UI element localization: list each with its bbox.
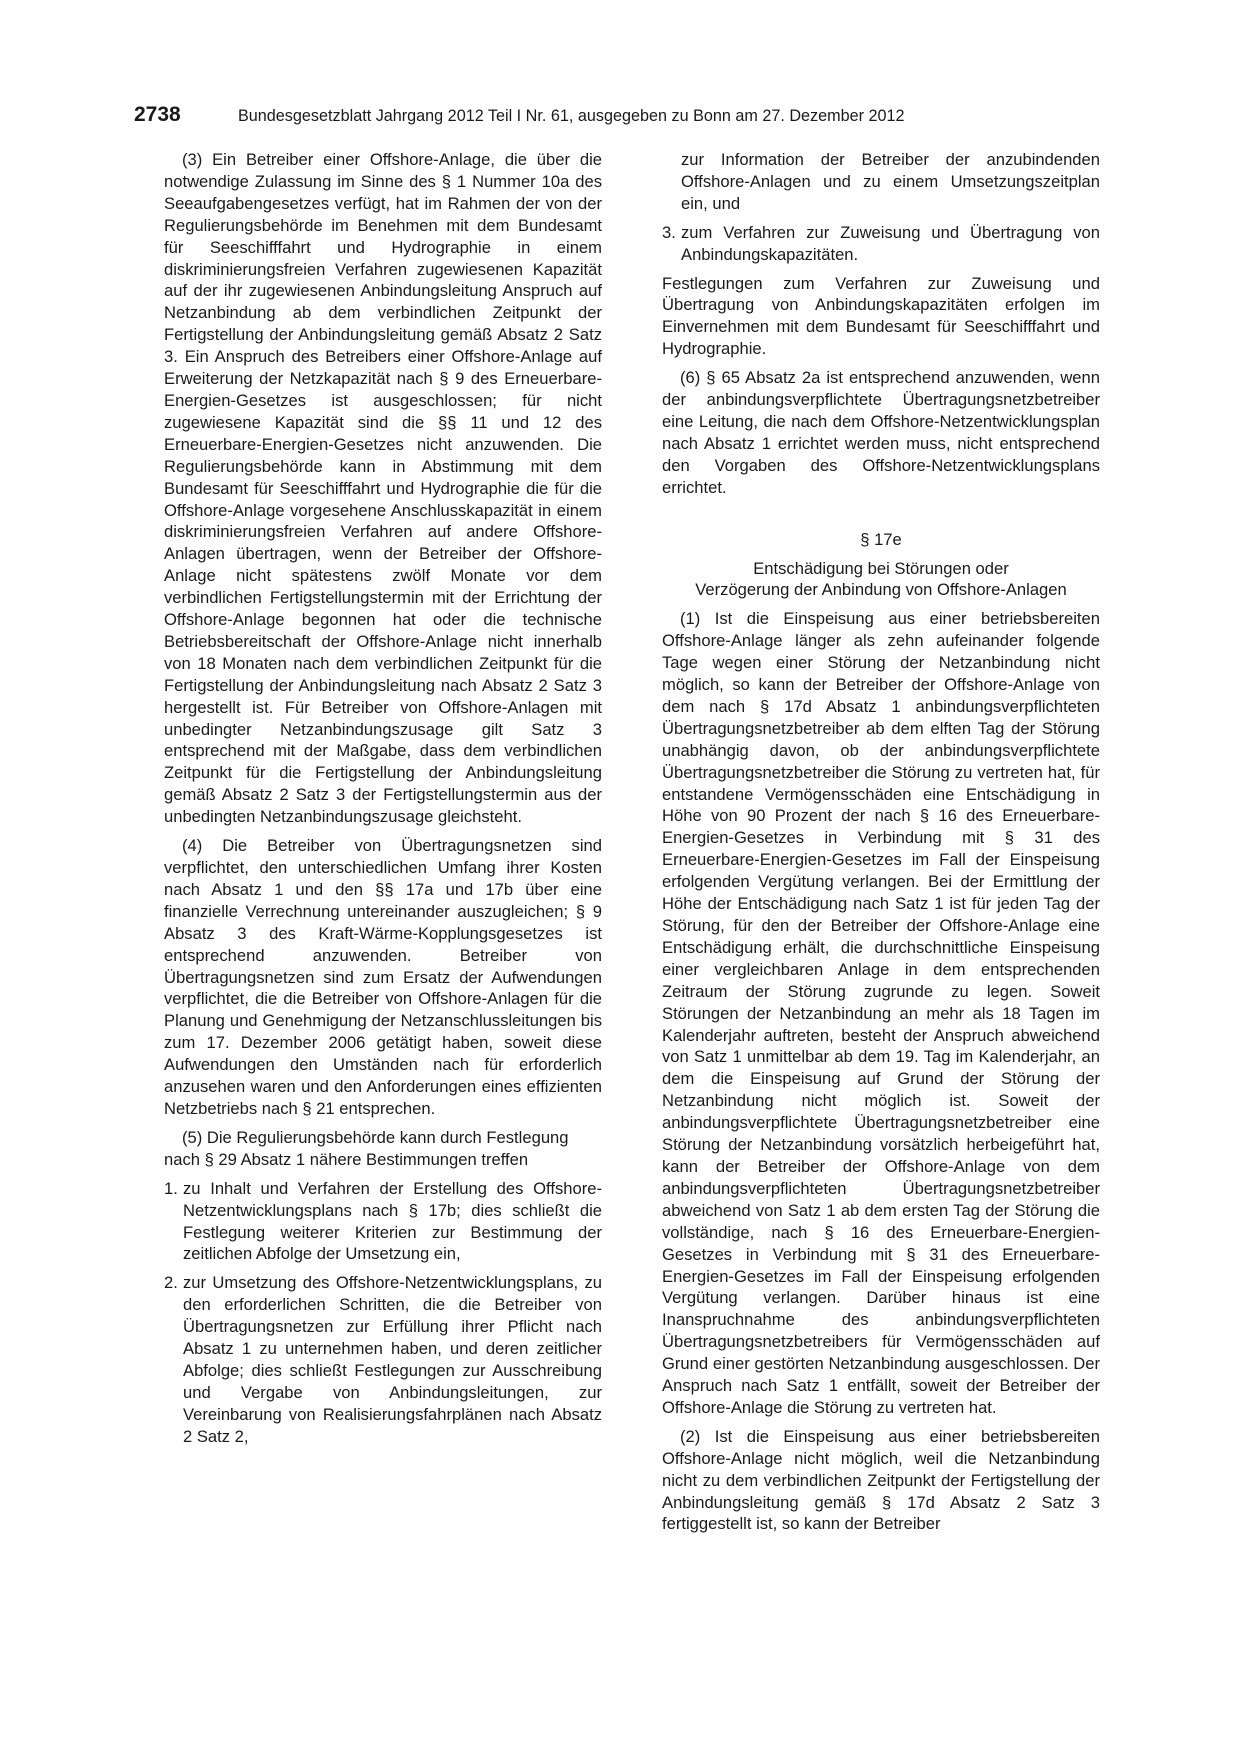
running-header (134, 103, 1106, 129)
page-number: 2738 (134, 103, 181, 126)
paragraph-17d-6: (6) § 65 Absatz 2a ist entsprechend anzuwenden, wenn der anbindungsverpflichtete Übertragungsnetzbetreiber eine Leitung, die nach dem Offshore-Netzentwicklungsplan nach Absatz 1 errichtet werden muss, nicht entsprechend den Vorgaben des Offshore-Netzentwicklungsplans errichtet. (662, 368, 1100, 497)
list-number: 2. (164, 1273, 178, 1293)
paragraph-17d-4: (4) Die Betreiber von Übertragungsnetzen sind verpflichtet, den unterschiedlichen Umfang ihrer Kosten nach Absatz 1 und den §§ 17a und 17b über eine finanzielle Verrechnung untereinander auszugleichen; § 9 Absatz 3 des Kraft-Wärme-Kopplungsgesetzes ist entsprechend anzuwenden. Betreiber von Übertragungsnetzen sind zum Ersatz der Aufwendungen verpflichtet, die die Betreiber von Offshore-Anlagen für die Planung und Genehmigung der Netzanschlussleitungen bis zum 17. Dezember 2006 getätigt haben, soweit diese Aufwendungen den Umständen nach für erforderlich anzusehen waren und den Anforderungen eines effizienten Netzbetriebs nach § 21 entsprechen. (164, 836, 602, 1118)
section-title-line-2: Verzögerung der Anbindung von Offshore-Anlagen (695, 580, 1067, 600)
left-column (164, 149, 602, 1448)
list-text: zum Verfahren zur Zuweisung und Übertragung von Anbindungskapazitäten. (681, 222, 1100, 264)
paragraph-17e-1: (1) Ist die Einspeisung aus einer betriebsbereiten Offshore-Anlage länger als zehn aufeinander folgende Tage wegen einer Störung der Netzanbindung nicht möglich, so kann der Betreiber der Offshore-Anlage von dem nach § 17d Absatz 1 anbindungsverpflichteten Übertragungsnetzbetreiber ab dem elften Tag der Störung unabhängig davon, ob der anbindungsverpflichtete Übertragungsnetzbetreiber die Störung zu vertreten hat, für entstandene Vermögensschäden eine Entschädigung in Höhe von 90 Prozent der nach § 16 des Erneuerbare-Energien-Gesetzes in Verbindung mit § 31 des Erneuerbare-Energien-Gesetzes im Fall der Einspeisung erfolgenden Vergütung verlangen. Bei der Ermittlung der Höhe der Entschädigung nach Satz 1 ist für jeden Tag der Störung, für den der Betreiber der Offshore-Anlage eine Entschädigung erhält, die durchschnittliche Einspeisung einer vergleichbaren Anlage in dem entsprechenden Zeitraum der Störung zugrunde zu legen. Soweit Störungen der Netzanbindung an mehr als 18 Tagen im Kalenderjahr auftreten, besteht der Anspruch abweichend von Satz 1 unmittelbar ab dem 19. Tag im Kalenderjahr, an dem die Einspeisung auf Grund der Störung der Netzanbindung nicht möglich ist. Soweit der anbindungsverpflichtete Übertragungsnetzbetreiber eine Störung der Netzanbindung vorsätzlich herbeigeführt hat, kann der Betreiber der Offshore-Anlage von dem anbindungsverpflichteten Übertragungsnetzbetreiber abweichend von Satz 1 ab dem ersten Tag der Störung die vollständige, nach § 16 des Erneuerbare-Energien-Gesetzes in Verbindung mit § 31 des Erneuerbare-Energien-Gesetzes im Fall der Einspeisung erfolgenden Vergütung verlangen. Darüber hinaus ist eine Inanspruchnahme des anbindungsverpflichteten Übertragungsnetzbetreibers für Vermögensschäden auf Grund einer gestörten Netzanbindung ausgeschlossen. Der Anspruch nach Satz 1 entfällt, soweit der Betreiber der Offshore-Anlage die Störung zu vertreten hat. (662, 609, 1100, 1417)
list-item-1 (164, 1178, 602, 1266)
paragraph-17e-2: (2) Ist die Einspeisung aus einer betriebsbereiten Offshore-Anlage nicht möglich, weil die Netzanbindung nicht zu dem verbindlichen Zeitpunkt der Fertigstellung der Anbindungsleitung gemäß § 17d Absatz 2 Satz 3 fertiggestellt ist, so kann der Betreiber (662, 1426, 1100, 1534)
right-column (662, 149, 1100, 1535)
list-number: 3. (662, 222, 676, 242)
section-title-line-1: Entschädigung bei Störungen oder (753, 558, 1009, 578)
list-number: 1. (164, 1178, 178, 1198)
list-item-3 (662, 222, 1100, 266)
list-text: zu Inhalt und Verfahren der Erstellung des Offshore-Netzentwicklungsplans nach § 17b; dies schließt die Festlegung weiterer Kriterien zur Bestimmung der zeitlichen Abfolge der Umsetzung ein, (183, 1178, 602, 1264)
paragraph-17d-5-intro: (5) Die Regulierungsbehörde kann durch Festlegung nach § 29 Absatz 1 nähere Bestimmungen treffen (164, 1127, 569, 1169)
list-item-2 (164, 1272, 602, 1447)
paragraph-17d-3: (3) Ein Betreiber einer Offshore-Anlage, die über die notwendige Zulassung im Sinne des § 1 Nummer 10a des Seeaufgabengesetzes verfügt, hat im Rahmen der von der Regulierungsbehörde im Benehmen mit dem Bundesamt für Seeschifffahrt und Hydrographie in einem diskriminierungsfreien Verfahren zugewiesenen Kapazität auf der ihr zugewiesenen Anbindungsleitung Anspruch auf Netzanbindung ab dem verbindlichen Zeitpunkt der Fertigstellung der Anbindungsleitung gemäß Absatz 2 Satz 3. Ein Anspruch des Betreibers einer Offshore-Anlage auf Erweiterung der Netzkapazität nach § 9 des Erneuerbare-Energien-Gesetzes ist ausgeschlossen; für nicht zugewiesene Kapazität sind die §§ 11 und 12 des Erneuerbare-Energien-Gesetzes nicht anzuwenden. Die Regulierungsbehörde kann in Abstimmung mit dem Bundesamt für Seeschifffahrt und Hydrographie die für die Offshore-Anlage vorgesehene Anschlusskapazität in einem diskriminierungsfreien Verfahren auf andere Offshore-Anlagen übertragen, wenn der Betreiber der Offshore-Anlage nicht spätestens zwölf Monate vor dem verbindlichen Fertigstellungstermin mit der Errichtung der Offshore-Anlage begonnen hat oder die technische Betriebsbereitschaft der Offshore-Anlage nicht innerhalb von 18 Monaten nach dem verbindlichen Zeitpunkt für die Fertigstellung der Anbindungsleitung nach Absatz 2 Satz 3 hergestellt ist. Für Betreiber von Offshore-Anlagen mit unbedingter Netzanbindungszusage gilt Satz 3 entsprechend mit der Maßgabe, dass dem verbindlichen Zeitpunkt für die Fertigstellung der Anbindungsleitung gemäß Absatz 2 Satz 3 der Fertigstellungstermin aus der unbedingten Netzanbindungszusage gleichsteht. (164, 150, 602, 827)
list-text: zur Umsetzung des Offshore-Netzentwicklungsplans, zu den erforderlichen Schritten, die die Betreiber von Übertragungsnetzen zur Erfüllung ihrer Pflicht nach Absatz 1 zu unternehmen haben, und deren zeitlicher Abfolge; dies schließt Festlegungen zur Ausschreibung und Vergabe von Anbindungsleitungen, zur Vereinbarung von Realisierungsfahrplänen nach Absatz 2 Satz 2, (183, 1273, 602, 1446)
running-title: Bundesgesetzblatt Jahrgang 2012 Teil I Nr. 61, ausgegeben zu Bonn am 27. Dezember 2012 (238, 107, 905, 125)
list-text: zur Information der Betreiber der anzubindenden Offshore-Anlagen und zu einem Umsetzungszeitplan ein, und (681, 150, 1100, 213)
list-item-2-continued (662, 149, 1100, 215)
paragraph-17d-5-tail: Festlegungen zum Verfahren zur Zuweisung und Übertragung von Anbindungskapazitäten erfolgen im Einvernehmen mit dem Bundesamt für Seeschifffahrt und Hydrographie. (662, 273, 1100, 359)
section-number: § 17e (860, 529, 902, 549)
